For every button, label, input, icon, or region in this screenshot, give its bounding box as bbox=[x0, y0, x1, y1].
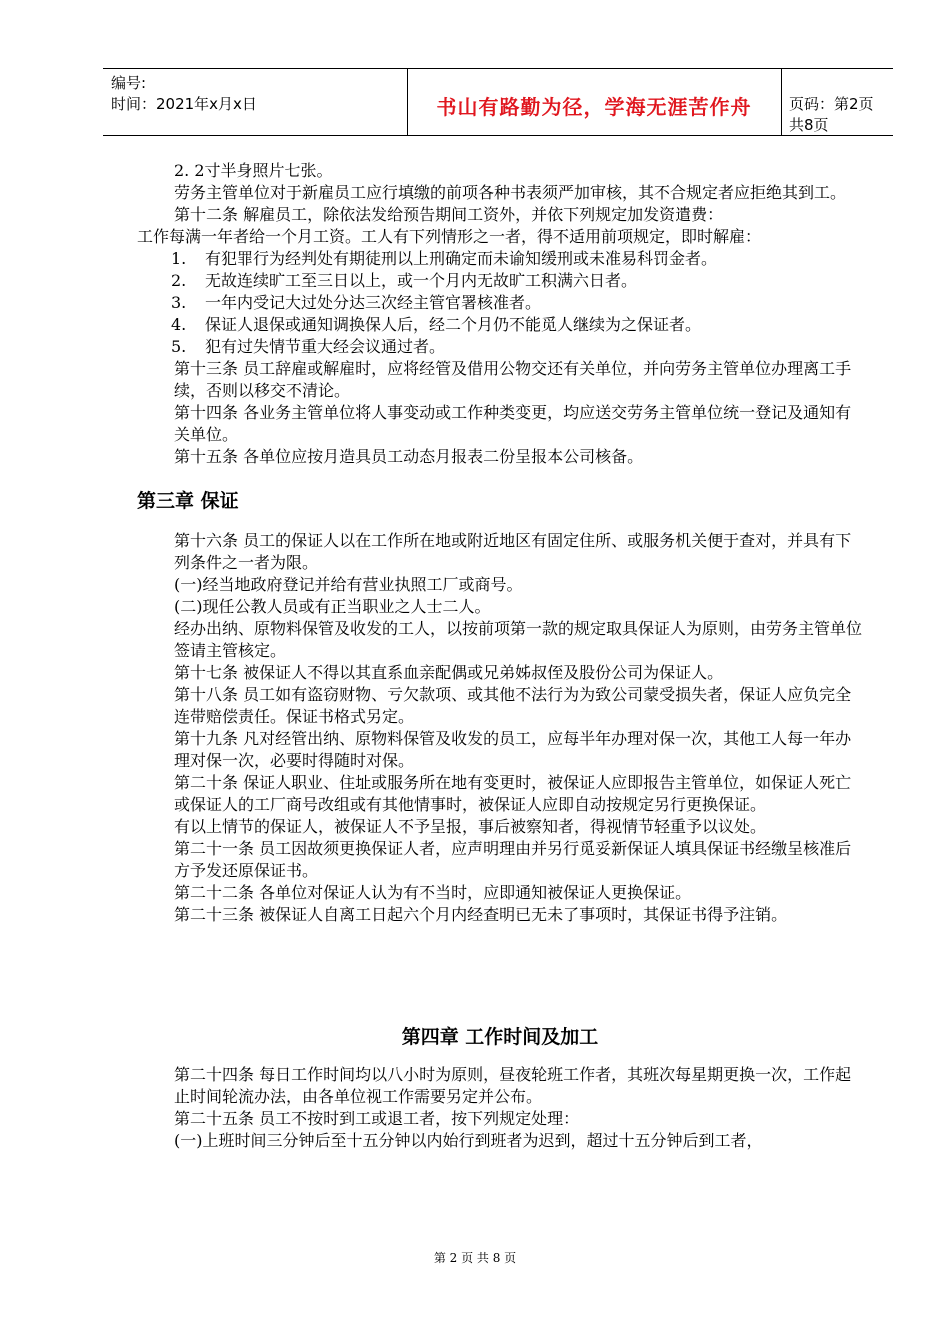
article-15: 第十五条 各单位应按月造具员工动态月报表二份呈报本公司核备。 bbox=[174, 447, 644, 466]
document-body bbox=[137, 160, 863, 1152]
article-22: 第二十二条 各单位对保证人认为有不当时，应即通知被保证人更换保证。 bbox=[174, 883, 692, 902]
list-item bbox=[137, 336, 863, 358]
article-21: 第二十一条 员工因故须更换保证人者，应声明理由并另行觅妥新保证人填具保证书经缴呈核准后方予发还原保证书。 bbox=[174, 839, 852, 880]
article-14: 第十四条 各业务主管单位将人事变动或工作种类变更，均应送交劳务主管单位统一登记及通知有关单位。 bbox=[174, 403, 852, 444]
list-number: 2. bbox=[171, 271, 187, 290]
header-divider bbox=[781, 69, 782, 135]
list-number: 5. bbox=[171, 337, 187, 356]
article-25: 第二十五条 员工不按时到工或退工者，按下列规定处理： bbox=[174, 1109, 580, 1128]
list-text: 犯有过失情节重大经会议通过者。 bbox=[205, 337, 446, 356]
dismissal-list bbox=[137, 248, 863, 358]
page-header bbox=[103, 68, 893, 136]
chapter-3-heading: 第三章 保证 bbox=[137, 490, 239, 512]
chapter-4-heading: 第四章 工作时间及加工 bbox=[401, 1026, 599, 1048]
paragraph: (一)经当地政府登记并给有营业执照工厂或商号。 bbox=[174, 575, 523, 594]
paragraph: 有以上情节的保证人，被保证人不予呈报，事后被察知者，得视情节轻重予以议处。 bbox=[174, 817, 767, 836]
list-number: 3. bbox=[171, 293, 187, 312]
article-24: 第二十四条 每日工作时间均以八小时为原则，昼夜轮班工作者，其班次每星期更换一次，工作起止时间轮流办法，由各单位视工作需要另定并公布。 bbox=[174, 1065, 852, 1106]
list-text: 有犯罪行为经判处有期徒刑以上刑确定而未谕知缓刑或未准易科罚金者。 bbox=[205, 249, 718, 268]
list-item bbox=[137, 248, 863, 270]
page-footer: 第 2 页 共 8 页 bbox=[433, 1251, 517, 1265]
number-label: 编号: bbox=[111, 74, 147, 92]
list-number: 4. bbox=[171, 315, 187, 334]
list-item bbox=[137, 270, 863, 292]
article-13: 第十三条 员工辞雇或解雇时，应将经管及借用公物交还有关单位，并向劳务主管单位办理离工手续，否则以移交不清论。 bbox=[174, 359, 852, 400]
article-23: 第二十三条 被保证人自离工日起六个月内经查明已无未了事项时，其保证书得予注销。 bbox=[174, 905, 788, 924]
list-text: 无故连续旷工至三日以上，或一个月内无故旷工积满六日者。 bbox=[205, 271, 638, 290]
article-20: 第二十条 保证人职业、住址或服务所在地有变更时，被保证人应即报告主管单位，如保证人死亡或保证人的工厂商号改组或有其他情事时，被保证人应即自动按规定另行更换保证。 bbox=[174, 773, 852, 814]
list-item bbox=[137, 314, 863, 336]
paragraph: 劳务主管单位对于新雇员工应行填缴的前项各种书表须严加审核，其不合规定者应拒绝其到工。 bbox=[174, 183, 847, 202]
paragraph: 工作每满一年者给一个月工资。工人有下列情形之一者，得不适用前项规定，即时解雇： bbox=[137, 227, 762, 246]
paragraph: 2. 2寸半身照片七张。 bbox=[174, 161, 333, 180]
list-number: 1. bbox=[171, 249, 187, 268]
article-19: 第十九条 凡对经管出纳、原物料保管及收发的员工，应每半年办理对保一次，其他工人每一年办理对保一次，必要时得随时对保。 bbox=[174, 729, 852, 770]
article-17: 第十七条 被保证人不得以其直系血亲配偶或兄弟姊叔侄及股份公司为保证人。 bbox=[174, 663, 724, 682]
article-12: 第十二条 解雇员工，除依法发给预告期间工资外，并依下列规定加发资遣费： bbox=[174, 205, 724, 224]
header-motto: 书山有路勤为径，学海无涯苦作舟 bbox=[436, 95, 752, 119]
list-text: 一年内受记大过处分达三次经主管官署核准者。 bbox=[205, 293, 542, 312]
paragraph: 经办出纳、原物料保管及收发的工人，以按前项第一款的规定取具保证人为原则，由劳务主管单位签请主管核定。 bbox=[174, 619, 863, 660]
header-meta bbox=[111, 73, 257, 115]
list-text: 保证人退保或通知调换保人后，经二个月仍不能觅人继续为之保证者。 bbox=[205, 315, 702, 334]
paragraph: (二)现任公教人员或有正当职业之人士二人。 bbox=[174, 597, 491, 616]
article-18: 第十八条 员工如有盗窃财物、亏欠款项、或其他不法行为为致公司蒙受损失者，保证人应负完全连带赔偿责任。保证书格式另定。 bbox=[174, 685, 852, 726]
date-label: 时间：2021年x月x日 bbox=[111, 95, 257, 113]
header-page-label: 页码：第2页 共8页 bbox=[789, 95, 874, 134]
paragraph: (一)上班时间三分钟后至十五分钟以内始行到班者为迟到，超过十五分钟后到工者， bbox=[174, 1131, 763, 1150]
article-16: 第十六条 员工的保证人以在工作所在地或附近地区有固定住所、或服务机关便于查对，并具有下列条件之一者为限。 bbox=[174, 531, 852, 572]
list-item bbox=[137, 292, 863, 314]
